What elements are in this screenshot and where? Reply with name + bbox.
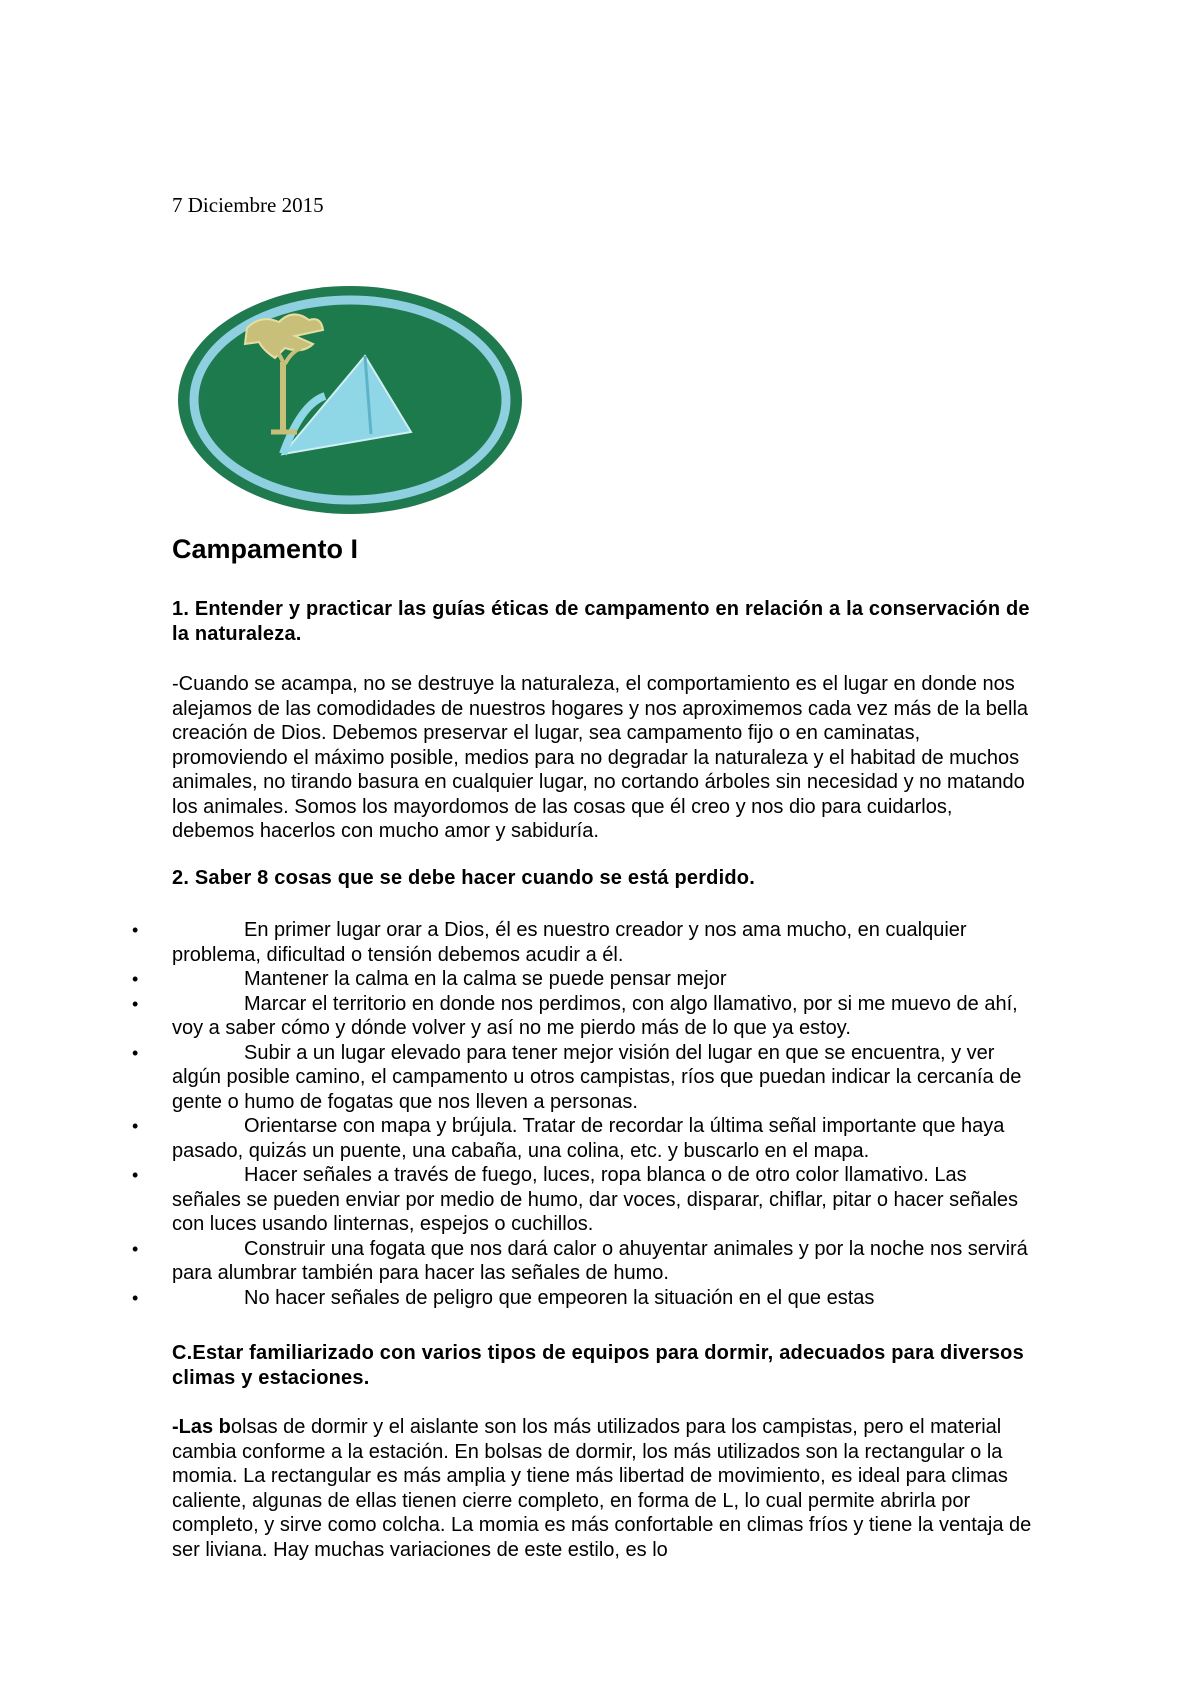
- section1-heading: 1. Entender y practicar las guías éticas de campamento en relación a la conservación de la naturaleza.: [172, 598, 1030, 645]
- bullet-icon: •: [132, 920, 139, 940]
- section3-heading: C.Estar familiarizado con varios tipos de equipos para dormir, adecuados para diversos climas y estaciones.: [172, 1342, 1024, 1389]
- list-item: • Construir una fogata que nos dará calor o ahuyentar animales y por la noche nos servirá para alumbrar también para hacer las señales de humo.: [132, 1237, 1028, 1284]
- list-item: • Hacer señales a través de fuego, luces, ropa blanca o de otro color llamativo. Las señales se pueden enviar por medio de humo, dar voces, disparar, chiflar, pitar o hacer señales con luces usando linternas, espejos o cuchillos.: [132, 1164, 1019, 1235]
- section2-heading: 2. Saber 8 cosas que se debe hacer cuando se está perdido.: [172, 867, 755, 889]
- list-item: • Mantener la calma en la calma se puede pensar mejor: [132, 968, 727, 990]
- list-item: • No hacer señales de peligro que empeoren la situación en el que estas: [132, 1286, 875, 1309]
- page-title: Campamento I: [172, 534, 359, 564]
- bullet-icon: •: [132, 993, 139, 1014]
- bullet-icon: •: [132, 969, 139, 989]
- list-item: • Marcar el territorio en donde nos perdimos, con algo llamativo, por si me muevo de ahí, voy a saber cómo y dónde volver y así no me pierdo más de lo que ya estoy.: [132, 992, 1018, 1039]
- section3-body: [172, 1415, 1040, 1562]
- list-item: • Orientarse con mapa y brújula. Tratar de recordar la última señal importante que haya pasado, quizás un puente, una cabaña, una colina, etc. y buscarlo en el mapa.: [132, 1115, 1005, 1162]
- campamento-badge-icon: [175, 284, 525, 516]
- lost-steps-list: [0, 918, 1040, 1310]
- document-date: 7 Diciembre 2015: [172, 193, 324, 217]
- section3-body-text: olsas de dormir y el aislante son los más utilizados para los campistas, pero el material cambia conforme a la estación. En bolsas de dormir, los más utilizados son la rectangular o la momia. La rectangular es más amplia y tiene más libertad de movimiento, es ideal para climas caliente, algunas de ellas tienen cierre completo, en forma de L, lo cual permite abrirla por completo, y sirve como colcha. La momia es más confortable en climas fríos y tiene la ventaja de ser liviana. Hay muchas variaciones de este estilo, es lo: [172, 1416, 1032, 1561]
- list-item: • En primer lugar orar a Dios, él es nuestro creador y nos ama mucho, en cualquier problema, dificultad o tensión debemos acudir a él.: [132, 919, 967, 966]
- bullet-icon: •: [132, 1042, 139, 1063]
- section3-body-prefix: -Las b: [172, 1416, 231, 1438]
- section1-body: -Cuando se acampa, no se destruye la naturaleza, el comportamiento es el lugar en donde nos alejamos de las comodidades de nuestros hogares y nos aproximemos cada vez más de la bella creación de Dios. Debemos preservar el lugar, sea campamento fijo o en caminatas, promoviendo el máximo posible, medios para no degradar la naturaleza y el habitad de muchos animales, no tirando basura en cualquier lugar, no cortando árboles sin necesidad y no matando los animales. Somos los mayordomos de las cosas que él creo y nos dio para cuidarlos, debemos hacerlos con mucho amor y sabiduría.: [172, 673, 1029, 842]
- bullet-icon: •: [132, 1116, 139, 1136]
- bullet-icon: •: [132, 1238, 139, 1259]
- bullet-icon: •: [132, 1165, 139, 1185]
- list-item: • Subir a un lugar elevado para tener mejor visión del lugar en que se encuentra, y ver algún posible camino, el campamento u otros campistas, ríos que puedan indicar la cercanía de gente o humo de fogatas que nos lleven a personas.: [132, 1041, 1022, 1113]
- bullet-icon: •: [132, 1287, 139, 1308]
